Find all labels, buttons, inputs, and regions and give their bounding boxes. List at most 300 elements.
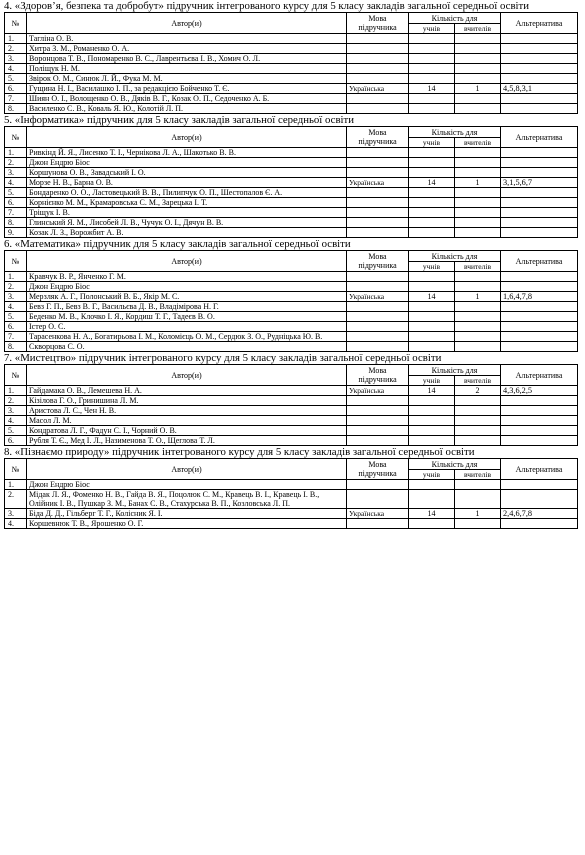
row-author: Тагліна О. В. <box>27 34 347 44</box>
header-language: Мова підручника <box>347 251 409 272</box>
row-alternative <box>501 104 578 114</box>
row-author: Рубля Т. Є., Мед І. Л., Назименова Т. О., Щеглова Т. Л. <box>27 436 347 446</box>
row-number: 3. <box>5 406 27 416</box>
row-alternative <box>501 406 578 416</box>
row-language: Українська <box>347 84 409 94</box>
row-teachers: 2 <box>455 386 501 396</box>
row-language: Українська <box>347 178 409 188</box>
header-count: Кількість для <box>409 459 501 470</box>
row-teachers: 1 <box>455 509 501 519</box>
row-language <box>347 322 409 332</box>
table-row <box>5 188 578 198</box>
table-row <box>5 54 578 64</box>
row-alternative <box>501 322 578 332</box>
row-alternative: 1,6,4,7,8 <box>501 292 578 302</box>
row-alternative <box>501 228 578 238</box>
row-author: Джон Ендрю Біос <box>27 480 347 490</box>
row-author: Тріщук І. В. <box>27 208 347 218</box>
table-row <box>5 292 578 302</box>
row-author: Скворцова С. О. <box>27 342 347 352</box>
row-students <box>409 168 455 178</box>
row-students: 14 <box>409 178 455 188</box>
row-alternative <box>501 64 578 74</box>
row-students <box>409 218 455 228</box>
row-language <box>347 34 409 44</box>
row-teachers: 1 <box>455 84 501 94</box>
row-author: Біда Д. Д., Гільберг Т. Г., Колісник Я. І. <box>27 509 347 519</box>
row-author: Коршунова О. В., Завадський І. О. <box>27 168 347 178</box>
row-alternative <box>501 94 578 104</box>
header-count: Кількість для <box>409 365 501 376</box>
row-alternative <box>501 208 578 218</box>
header-alternative: Альтернатива <box>501 13 578 34</box>
row-author: Гайдамака О. В., Лемешева Н. А. <box>27 386 347 396</box>
header-students: учнів <box>409 262 455 272</box>
row-teachers <box>455 44 501 54</box>
row-alternative <box>501 188 578 198</box>
row-author: Мерзляк А. Г., Полонський В. Б., Якір М. С. <box>27 292 347 302</box>
row-number: 1. <box>5 480 27 490</box>
row-number: 3. <box>5 54 27 64</box>
row-number: 4. <box>5 178 27 188</box>
row-language <box>347 282 409 292</box>
row-teachers <box>455 406 501 416</box>
row-author: Морзе Н. В., Барна О. В. <box>27 178 347 188</box>
row-teachers <box>455 312 501 322</box>
textbook-section <box>0 0 585 114</box>
header-count: Кількість для <box>409 251 501 262</box>
row-number: 5. <box>5 74 27 84</box>
row-students <box>409 104 455 114</box>
row-language <box>347 396 409 406</box>
row-alternative <box>501 332 578 342</box>
row-teachers <box>455 34 501 44</box>
header-count: Кількість для <box>409 127 501 138</box>
row-number: 3. <box>5 168 27 178</box>
row-language: Українська <box>347 386 409 396</box>
row-number: 4. <box>5 519 27 529</box>
header-teachers: вчителів <box>455 24 501 34</box>
header-alternative: Альтернатива <box>501 127 578 148</box>
header-teachers: вчителів <box>455 376 501 386</box>
table-row <box>5 94 578 104</box>
row-students <box>409 396 455 406</box>
row-language <box>347 64 409 74</box>
textbook-section <box>0 114 585 238</box>
row-number: 8. <box>5 218 27 228</box>
table-row <box>5 104 578 114</box>
row-number: 5. <box>5 188 27 198</box>
row-teachers: 1 <box>455 178 501 188</box>
table-header-row <box>5 251 578 262</box>
row-alternative <box>501 54 578 64</box>
row-teachers <box>455 416 501 426</box>
row-language <box>347 426 409 436</box>
row-students <box>409 302 455 312</box>
row-alternative <box>501 426 578 436</box>
row-language <box>347 168 409 178</box>
row-number: 4. <box>5 302 27 312</box>
row-author: Кізілова Г. О., Гринишина Л. М. <box>27 396 347 406</box>
row-teachers <box>455 104 501 114</box>
row-alternative <box>501 436 578 446</box>
row-students <box>409 342 455 352</box>
row-students <box>409 436 455 446</box>
row-students <box>409 426 455 436</box>
section-title: 7. «Мистецтво» підручник інтегрованого курсу для 5 класу закладів загальної середньої освіти <box>4 352 442 364</box>
row-students <box>409 406 455 416</box>
header-teachers: вчителів <box>455 262 501 272</box>
header-num: № <box>5 251 27 272</box>
row-alternative <box>501 34 578 44</box>
row-alternative <box>501 272 578 282</box>
row-language <box>347 208 409 218</box>
row-number: 7. <box>5 208 27 218</box>
row-number: 2. <box>5 282 27 292</box>
row-teachers <box>455 218 501 228</box>
row-number: 6. <box>5 198 27 208</box>
row-students <box>409 188 455 198</box>
row-teachers <box>455 342 501 352</box>
header-num: № <box>5 13 27 34</box>
row-number: 3. <box>5 509 27 519</box>
table-header-row <box>5 13 578 24</box>
header-count: Кількість для <box>409 13 501 24</box>
row-author: Кондратова Л. Г., Фадун С. І., Чорний О. В. <box>27 426 347 436</box>
row-author: Поліщук Н. М. <box>27 64 347 74</box>
row-number: 9. <box>5 228 27 238</box>
table-row <box>5 34 578 44</box>
row-author: Ривкінд Й. Я., Лисенко Т. І., Чернікова Л. А., Шакотько В. В. <box>27 148 347 158</box>
header-num: № <box>5 459 27 480</box>
row-students: 14 <box>409 292 455 302</box>
row-alternative <box>501 490 578 509</box>
table-row <box>5 178 578 188</box>
row-author: Звірок О. М., Синюк Л. Й., Фука М. М. <box>27 74 347 84</box>
row-number: 7. <box>5 332 27 342</box>
row-language <box>347 54 409 64</box>
row-number: 1. <box>5 34 27 44</box>
row-author: Тарасенкова Н. А., Богатирьова І. М., Коломієць О. М., Сердюк З. О., Рудніцька Ю. В. <box>27 332 347 342</box>
row-teachers <box>455 396 501 406</box>
row-students <box>409 158 455 168</box>
row-number: 6. <box>5 84 27 94</box>
textbook-table <box>4 250 578 352</box>
textbook-table <box>4 458 578 529</box>
row-language <box>347 218 409 228</box>
table-row <box>5 490 578 509</box>
row-alternative <box>501 44 578 54</box>
row-language <box>347 228 409 238</box>
row-author: Козак Л. З., Ворожбит А. В. <box>27 228 347 238</box>
row-students <box>409 94 455 104</box>
row-number: 6. <box>5 436 27 446</box>
row-alternative: 2,4,6,7,8 <box>501 509 578 519</box>
row-teachers: 1 <box>455 292 501 302</box>
row-students <box>409 74 455 84</box>
row-author: Шиян О. І., Волощенко О. В., Дяків В. Г., Козак О. П., Седоченко А. Б. <box>27 94 347 104</box>
header-alternative: Альтернатива <box>501 459 578 480</box>
row-number: 5. <box>5 312 27 322</box>
row-teachers <box>455 54 501 64</box>
row-teachers <box>455 490 501 509</box>
row-teachers <box>455 519 501 529</box>
row-students <box>409 322 455 332</box>
row-author: Мідак Л. Я., Фоменко Н. В., Гайда В. Я., Поцолюк С. М., Кравець В. І., Кравець І. В., Олійник І. В., Пушкар З. М., Банах С. В., Стахурська В. П., Козловська Л. П. <box>27 490 347 509</box>
header-students: учнів <box>409 24 455 34</box>
row-alternative: 3,1,5,6,7 <box>501 178 578 188</box>
row-language <box>347 519 409 529</box>
row-language <box>347 416 409 426</box>
row-language <box>347 302 409 312</box>
table-row <box>5 436 578 446</box>
row-author: Бондаренко О. О., Ластовецький В. В., Пилипчук О. П., Шестопалов Є. А. <box>27 188 347 198</box>
row-alternative <box>501 158 578 168</box>
row-language: Українська <box>347 509 409 519</box>
row-author: Гущина Н. І., Василашко І. П., за редакцією Бойченко Т. Є. <box>27 84 347 94</box>
row-language <box>347 480 409 490</box>
row-students <box>409 272 455 282</box>
header-num: № <box>5 127 27 148</box>
row-teachers <box>455 148 501 158</box>
row-number: 8. <box>5 342 27 352</box>
header-num: № <box>5 365 27 386</box>
textbook-table <box>4 364 578 446</box>
row-author: Кравчук В. Р., Янченко Г. М. <box>27 272 347 282</box>
row-author: Масол Л. М. <box>27 416 347 426</box>
header-students: учнів <box>409 138 455 148</box>
row-language <box>347 406 409 416</box>
table-row <box>5 312 578 322</box>
header-alternative: Альтернатива <box>501 251 578 272</box>
row-language <box>347 158 409 168</box>
header-students: учнів <box>409 470 455 480</box>
row-teachers <box>455 198 501 208</box>
row-students <box>409 332 455 342</box>
row-author: Бевз Г. П., Бевз В. Г., Васильєва Д. В., Владімірова Н. Г. <box>27 302 347 312</box>
row-alternative <box>501 312 578 322</box>
row-teachers <box>455 282 501 292</box>
row-students <box>409 282 455 292</box>
header-language: Мова підручника <box>347 459 409 480</box>
section-title: 5. «Інформатика» підручник для 5 класу закладів загальної середньої освіти <box>4 114 355 126</box>
row-students <box>409 44 455 54</box>
row-language <box>347 272 409 282</box>
row-author: Аристова Л. С., Чен Н. В. <box>27 406 347 416</box>
row-number: 1. <box>5 148 27 158</box>
row-number: 2. <box>5 490 27 509</box>
row-teachers <box>455 208 501 218</box>
table-row <box>5 406 578 416</box>
header-author: Автор(и) <box>27 251 347 272</box>
row-teachers <box>455 332 501 342</box>
table-row <box>5 322 578 332</box>
textbook-table <box>4 126 578 238</box>
table-row <box>5 84 578 94</box>
row-language <box>347 436 409 446</box>
row-students: 14 <box>409 509 455 519</box>
table-row <box>5 386 578 396</box>
header-author: Автор(и) <box>27 459 347 480</box>
row-alternative <box>501 282 578 292</box>
row-language <box>347 94 409 104</box>
row-students <box>409 480 455 490</box>
row-students <box>409 148 455 158</box>
header-author: Автор(и) <box>27 13 347 34</box>
row-language: Українська <box>347 292 409 302</box>
table-row <box>5 416 578 426</box>
row-author: Джон Ендрю Біос <box>27 158 347 168</box>
header-author: Автор(и) <box>27 365 347 386</box>
row-alternative <box>501 218 578 228</box>
row-teachers <box>455 228 501 238</box>
row-students <box>409 312 455 322</box>
row-alternative <box>501 396 578 406</box>
table-row <box>5 198 578 208</box>
row-number: 1. <box>5 386 27 396</box>
row-students <box>409 208 455 218</box>
table-row <box>5 272 578 282</box>
header-language: Мова підручника <box>347 127 409 148</box>
header-students: учнів <box>409 376 455 386</box>
row-teachers <box>455 168 501 178</box>
row-students <box>409 228 455 238</box>
row-number: 6. <box>5 322 27 332</box>
row-author: Істер О. С. <box>27 322 347 332</box>
row-teachers <box>455 64 501 74</box>
textbook-table <box>4 12 578 114</box>
row-alternative <box>501 519 578 529</box>
table-row <box>5 332 578 342</box>
table-row <box>5 509 578 519</box>
table-row <box>5 148 578 158</box>
row-language <box>347 312 409 322</box>
row-number: 3. <box>5 292 27 302</box>
table-header-row <box>5 365 578 376</box>
row-students <box>409 64 455 74</box>
row-students <box>409 519 455 529</box>
row-language <box>347 188 409 198</box>
table-row <box>5 282 578 292</box>
header-author: Автор(и) <box>27 127 347 148</box>
row-author: Воронцова Т. В., Пономаренко В. С., Лаврентьєва І. В., Хомич О. Л. <box>27 54 347 64</box>
row-number: 5. <box>5 426 27 436</box>
row-language <box>347 104 409 114</box>
row-author: Корнієнко М. М., Крамаровська С. М., Зарецька І. Т. <box>27 198 347 208</box>
table-row <box>5 426 578 436</box>
row-teachers <box>455 426 501 436</box>
header-teachers: вчителів <box>455 470 501 480</box>
table-row <box>5 44 578 54</box>
row-alternative <box>501 480 578 490</box>
row-language <box>347 148 409 158</box>
row-language <box>347 342 409 352</box>
table-row <box>5 302 578 312</box>
row-students <box>409 198 455 208</box>
row-alternative: 4,3,6,2,5 <box>501 386 578 396</box>
row-language <box>347 74 409 84</box>
row-number: 2. <box>5 158 27 168</box>
row-number: 1. <box>5 272 27 282</box>
row-language <box>347 198 409 208</box>
table-header-row <box>5 459 578 470</box>
row-language <box>347 332 409 342</box>
row-teachers <box>455 302 501 312</box>
header-language: Мова підручника <box>347 365 409 386</box>
row-author: Василенко С. В., Коваль Я. Ю., Колотій Л. П. <box>27 104 347 114</box>
row-alternative <box>501 342 578 352</box>
row-alternative <box>501 302 578 312</box>
table-row <box>5 519 578 529</box>
header-teachers: вчителів <box>455 138 501 148</box>
row-teachers <box>455 74 501 84</box>
row-author: Джон Ендрю Біос <box>27 282 347 292</box>
row-students: 14 <box>409 386 455 396</box>
textbook-section <box>0 238 585 352</box>
row-teachers <box>455 158 501 168</box>
row-alternative <box>501 198 578 208</box>
table-header-row <box>5 127 578 138</box>
row-teachers <box>455 480 501 490</box>
row-author: Глинський Я. М., Лисобей Л. В., Чучук О. І., Дячун В. В. <box>27 218 347 228</box>
row-teachers <box>455 188 501 198</box>
table-row <box>5 208 578 218</box>
table-row <box>5 64 578 74</box>
row-number: 2. <box>5 44 27 54</box>
section-title: 8. «Пізнаємо природу» підручник інтегрованого курсу для 5 класу закладів загальної середньої освіти <box>4 446 475 458</box>
textbook-section <box>0 446 585 529</box>
row-students: 14 <box>409 84 455 94</box>
row-teachers <box>455 436 501 446</box>
table-row <box>5 396 578 406</box>
table-row <box>5 228 578 238</box>
row-teachers <box>455 272 501 282</box>
row-alternative <box>501 416 578 426</box>
row-number: 8. <box>5 104 27 114</box>
row-number: 4. <box>5 416 27 426</box>
table-row <box>5 158 578 168</box>
row-teachers <box>455 322 501 332</box>
row-language <box>347 44 409 54</box>
table-row <box>5 342 578 352</box>
row-number: 2. <box>5 396 27 406</box>
table-row <box>5 168 578 178</box>
textbook-section <box>0 352 585 446</box>
table-row <box>5 480 578 490</box>
row-alternative: 4,5,8,3,1 <box>501 84 578 94</box>
row-students <box>409 490 455 509</box>
section-title: 4. «Здоров’я, безпека та добробут» підручник інтегрованого курсу для 5 класу закладів загальної середньої освіти <box>4 0 530 12</box>
row-teachers <box>455 94 501 104</box>
section-title: 6. «Математика» підручник для 5 класу закладів загальної середньої освіти <box>4 238 351 250</box>
table-row <box>5 74 578 84</box>
row-language <box>347 490 409 509</box>
row-author: Беденко М. В., Клочко І. Я., Кордиш Т. Г., Тадеєв В. О. <box>27 312 347 322</box>
row-author: Коршевнюк Т. В., Ярошенко О. Г. <box>27 519 347 529</box>
row-number: 7. <box>5 94 27 104</box>
row-students <box>409 416 455 426</box>
table-row <box>5 218 578 228</box>
row-author: Хитра З. М., Романенко О. А. <box>27 44 347 54</box>
row-number: 4. <box>5 64 27 74</box>
row-students <box>409 34 455 44</box>
row-alternative <box>501 74 578 84</box>
header-alternative: Альтернатива <box>501 365 578 386</box>
row-students <box>409 54 455 64</box>
row-alternative <box>501 148 578 158</box>
row-alternative <box>501 168 578 178</box>
header-language: Мова підручника <box>347 13 409 34</box>
